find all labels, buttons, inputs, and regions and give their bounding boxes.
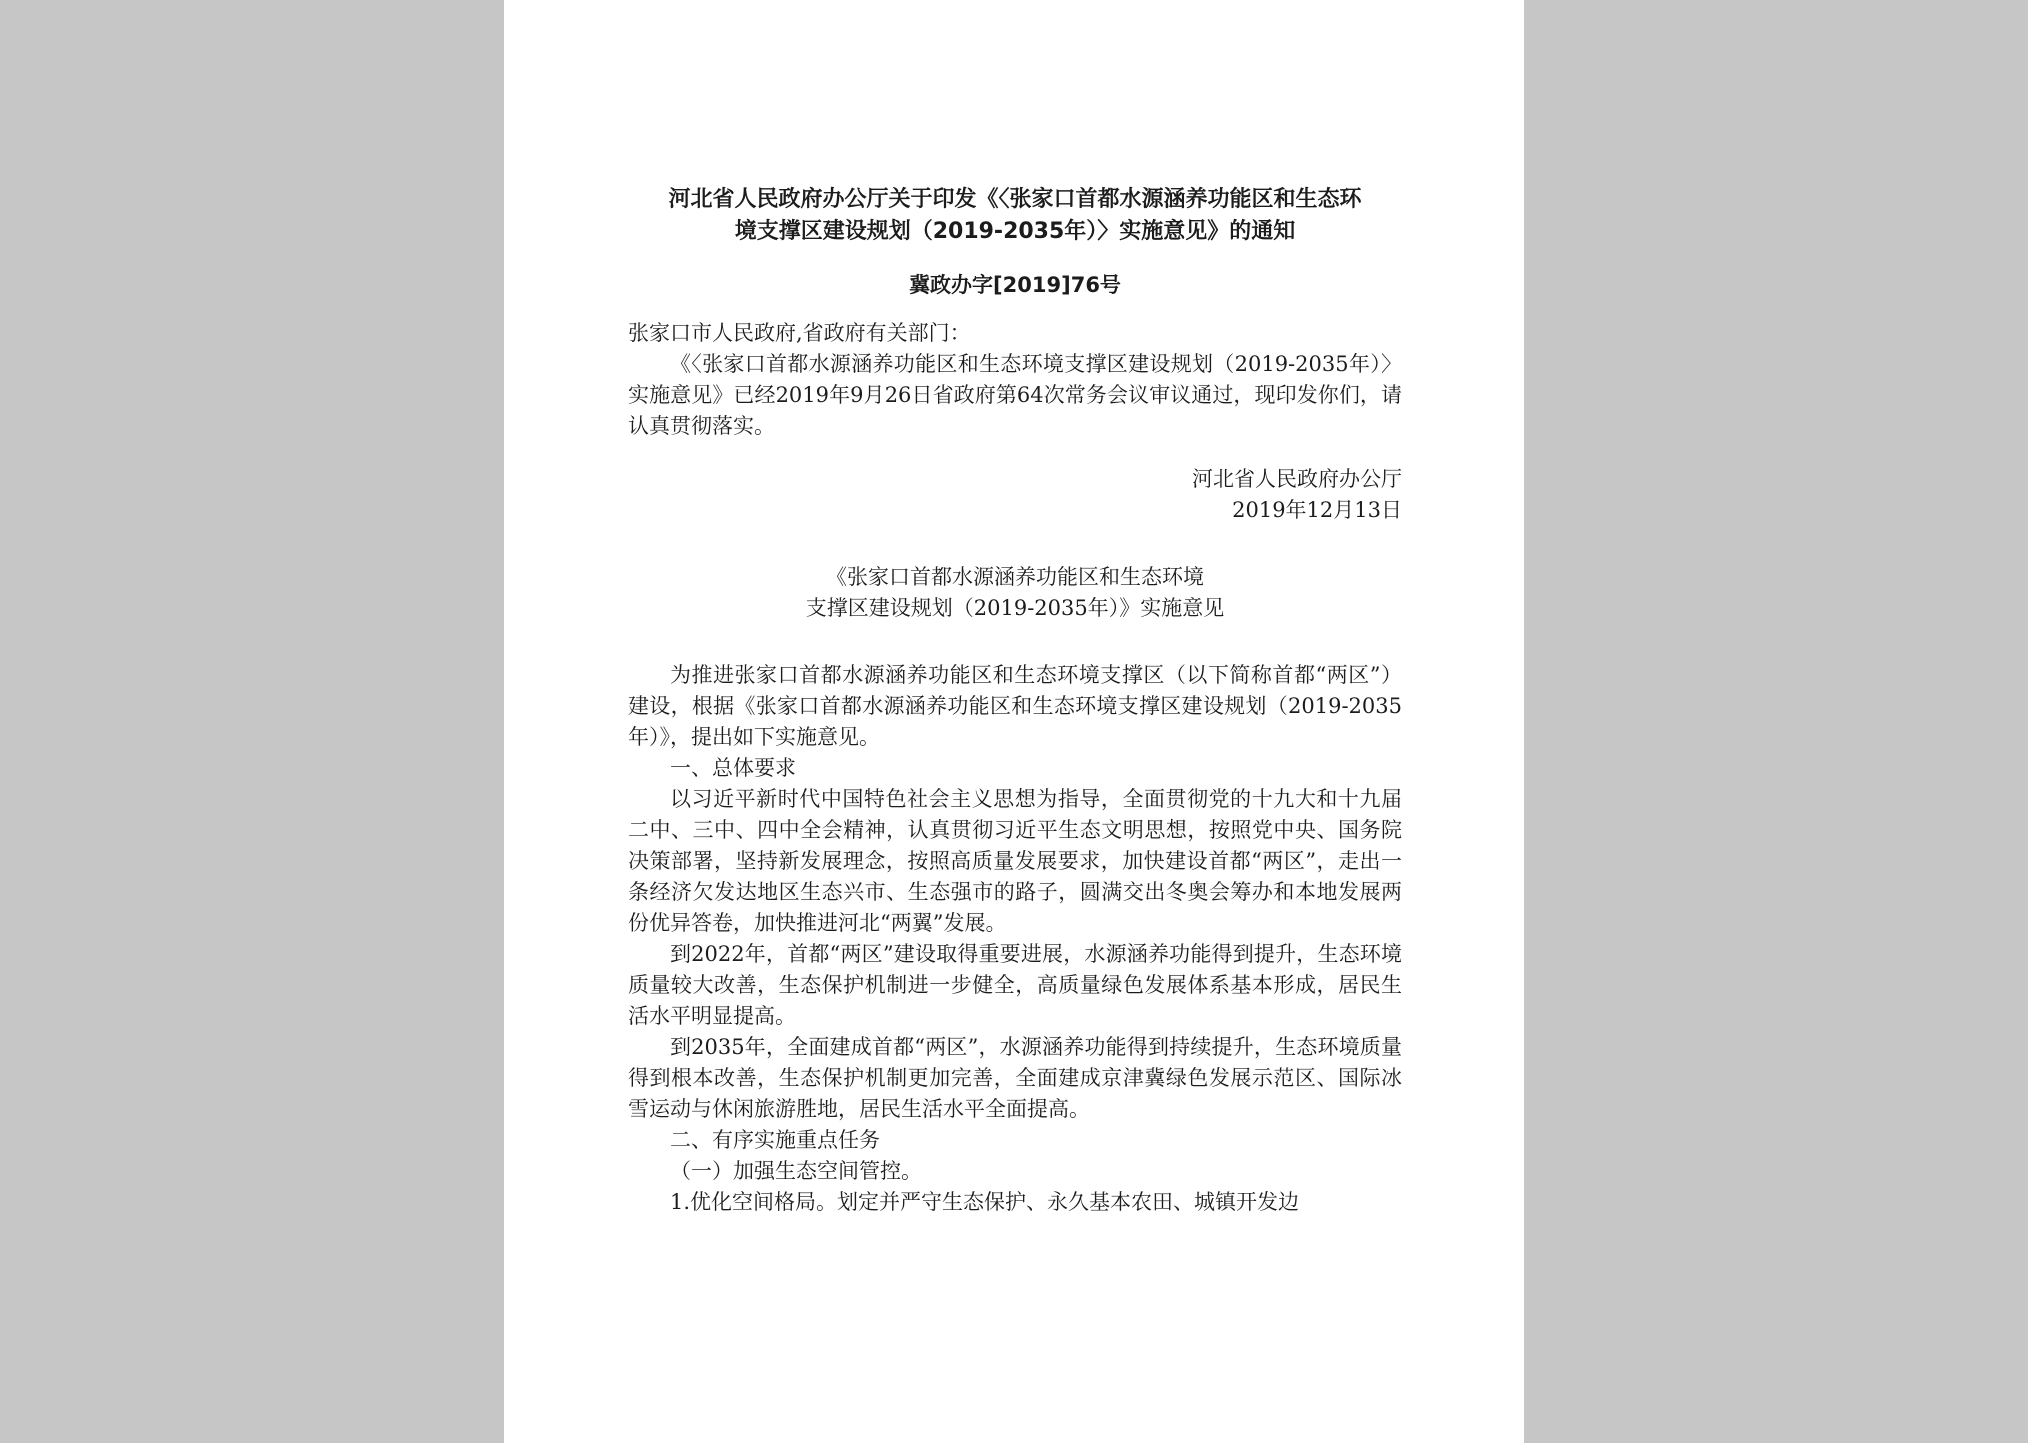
attachment-title [628,562,1402,624]
paragraph-item-1: 1.优化空间格局。划定并严守生态保护、永久基本农田、城镇开发边 [670,1190,1300,1214]
paragraph-guiding-thought: 以习近平新时代中国特色社会主义思想为指导，全面贯彻党的十九大和十九届二中、三中、四中全会精神，认真贯彻习近平生态文明思想，按照党中央、国务院决策部署，坚持新发展理念，按照高质量发展要求，加快建设首都“两区”，走出一条经济欠发达地区生态兴市、生态强市的路子，圆满交出冬奥会筹办和本地发展两份优异答卷，加快推进河北“两翼”发展。 [628,787,1402,935]
document-content [628,184,1402,1218]
issuer: 河北省人民政府办公厅 [1192,467,1402,491]
document-page [504,0,1524,1443]
title-line-2: 境支撑区建设规划（2019-2035年）〉实施意见》的通知 [734,219,1296,244]
document-number: 冀政办字[2019]76号 [909,273,1121,297]
paragraph-2022-goal: 到2022年，首都“两区”建设取得重要进展，水源涵养功能得到提升，生态环境质量较大改善，生态保护机制进一步健全，高质量绿色发展体系基本形成，居民生活水平明显提高。 [628,942,1402,1028]
paragraph-2035-goal: 到2035年，全面建成首都“两区”，水源涵养功能得到持续提升，生态环境质量得到根本改善，生态保护机制更加完善，全面建成京津冀绿色发展示范区、国际冰雪运动与休闲旅游胜地，居民生活水平全面提高。 [628,1035,1402,1121]
notice-body: 《〈张家口首都水源涵养功能区和生态环境支撑区建设规划（2019-2035年）〉实施意见》已经2019年9月26日省政府第64次常务会议审议通过，现印发你们，请认真贯彻落实。 [628,352,1402,438]
issue-date: 2019年12月13日 [1232,498,1402,522]
addressee: 张家口市人民政府,省政府有关部门： [628,321,971,345]
document-title [628,184,1402,248]
paragraph-intro: 为推进张家口首都水源涵养功能区和生态环境支撑区（以下简称首都“两区”）建设，根据《张家口首都水源涵养功能区和生态环境支撑区建设规划（2019-2035年）》，提出如下实施意见。 [628,663,1402,749]
attachment-title-line-2: 支撑区建设规划（2019-2035年）》实施意见 [805,596,1225,620]
section-heading-1: 一、总体要求 [670,756,796,780]
subsection-heading-1: （一）加强生态空间管控。 [670,1159,922,1183]
title-line-1: 河北省人民政府办公厅关于印发《〈张家口首都水源涵养功能区和生态环 [668,187,1362,212]
section-heading-2: 二、有序实施重点任务 [670,1128,880,1152]
signature-block [628,464,1402,526]
attachment-title-line-1: 《张家口首都水源涵养功能区和生态环境 [826,565,1204,589]
